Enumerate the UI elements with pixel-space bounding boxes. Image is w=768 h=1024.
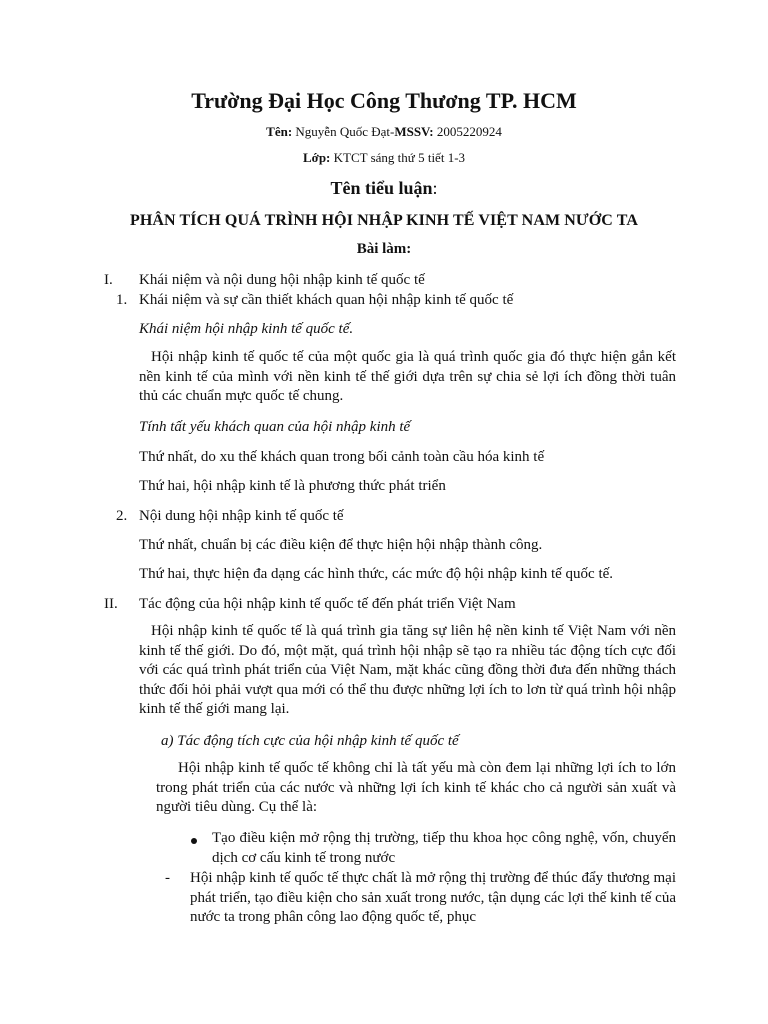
concept-heading: Khái niệm hội nhập kinh tế quốc tế. (139, 321, 354, 337)
dash-marker: - (165, 870, 170, 886)
school-name: Trường Đại Học Công Thương TP. HCM (191, 88, 577, 113)
necessity-item-1: Thứ nhất, do xu thế khách quan trong bối cảnh toàn cầu hóa kinh tế (139, 449, 545, 465)
dash-item-1: Hội nhập kinh tế quốc tế thực chất là mở rộng thị trường để thúc đẩy thương mại phát triển, tạo điều kiện cho sản xuất trong nước, tận dụng các lợi thế kinh tế của nước ta trong phân công lao động quốc tế, phục (190, 870, 676, 925)
class-line (0, 150, 768, 166)
bullet-point-icon (191, 838, 197, 844)
section-2-title: Tác động của hội nhập kinh tế quốc tế đến phát triển Việt Nam (139, 596, 516, 612)
concept-paragraph: Hội nhập kinh tế quốc tế của một quốc gia là quá trình quốc gia đó thực hiện gắn kết nền kinh tế của mình với nền kinh tế thế giới dựa trên sự chia sẻ lợi ích đồng thời tuân thủ các chuẩn mực quốc tế chung. (139, 349, 676, 404)
subsection-2-number: 2. (116, 508, 128, 524)
essay-label-text: Tên tiểu luận (330, 178, 433, 198)
bai-lam-heading: Bài làm: (356, 241, 412, 257)
name-value: Nguyễn Quốc Đạt- (292, 124, 395, 139)
section-1-title: Khái niệm và nội dung hội nhập kinh tế quốc tế (139, 272, 425, 288)
essay-label-colon: : (432, 178, 438, 198)
content-item-1: Thứ nhất, chuẩn bị các điều kiện để thực hiện hội nhập thành công. (139, 537, 543, 553)
essay-title: PHÂN TÍCH QUÁ TRÌNH HỘI NHẬP KINH TẾ VIỆT NAM NƯỚC TA (129, 212, 639, 229)
section-2-number: II. (104, 596, 118, 612)
essay-label (0, 178, 768, 199)
subsection-1-title: Khái niệm và sự cần thiết khách quan hội nhập kinh tế quốc tế (139, 292, 514, 308)
subsection-a-heading: a) Tác động tích cực của hội nhập kinh tế quốc tế (161, 733, 459, 749)
subsection-1-number: 1. (116, 292, 128, 308)
bullet-item-1: Tạo điều kiện mở rộng thị trường, tiếp thu khoa học công nghệ, vốn, chuyển dịch cơ cấu kinh tế trong nước (212, 830, 676, 866)
content-item-2: Thứ hai, thực hiện đa dạng các hình thức, các mức độ hội nhập kinh tế quốc tế. (139, 566, 614, 582)
class-value: KTCT sáng thứ 5 tiết 1-3 (330, 150, 466, 165)
impact-paragraph: Hội nhập kinh tế quốc tế là quá trình gia tăng sự liên hệ nền kinh tế Việt Nam với nền kinh tế thế giới. Do đó, một mặt, quá trình hội nhập sẽ tạo ra nhiều tác động tích cực đối với các quá trình phát triển của Việt Nam, mặt khác cũng đồng thời đưa đến những thách thức đối hỏi phải vượt qua mới có thể thu được những lợi ích to lơn từ quá trình hội nhập kinh tế thế giới mang lại. (139, 623, 676, 717)
necessity-item-2: Thứ hai, hội nhập kinh tế là phương thức phát triển (139, 478, 446, 494)
necessity-heading: Tính tất yếu khách quan của hội nhập kinh tế (139, 419, 411, 435)
class-label: Lớp: (302, 150, 331, 165)
positive-paragraph: Hội nhập kinh tế quốc tế không chỉ là tất yếu mà còn đem lại những lợi ích to lớn trong phát triển của các nước và những lợi ích kinh tế khác cho cả người sản xuất và người tiêu dùng. Cụ thể là: (156, 760, 676, 815)
section-1-number: I. (104, 272, 113, 288)
mssv-label: MSSV: (394, 124, 434, 139)
name-label: Tên: (266, 124, 293, 139)
mssv-value: 2005220924 (433, 124, 502, 139)
student-name-line (0, 124, 768, 140)
subsection-2-title: Nội dung hội nhập kinh tế quốc tế (139, 508, 344, 524)
